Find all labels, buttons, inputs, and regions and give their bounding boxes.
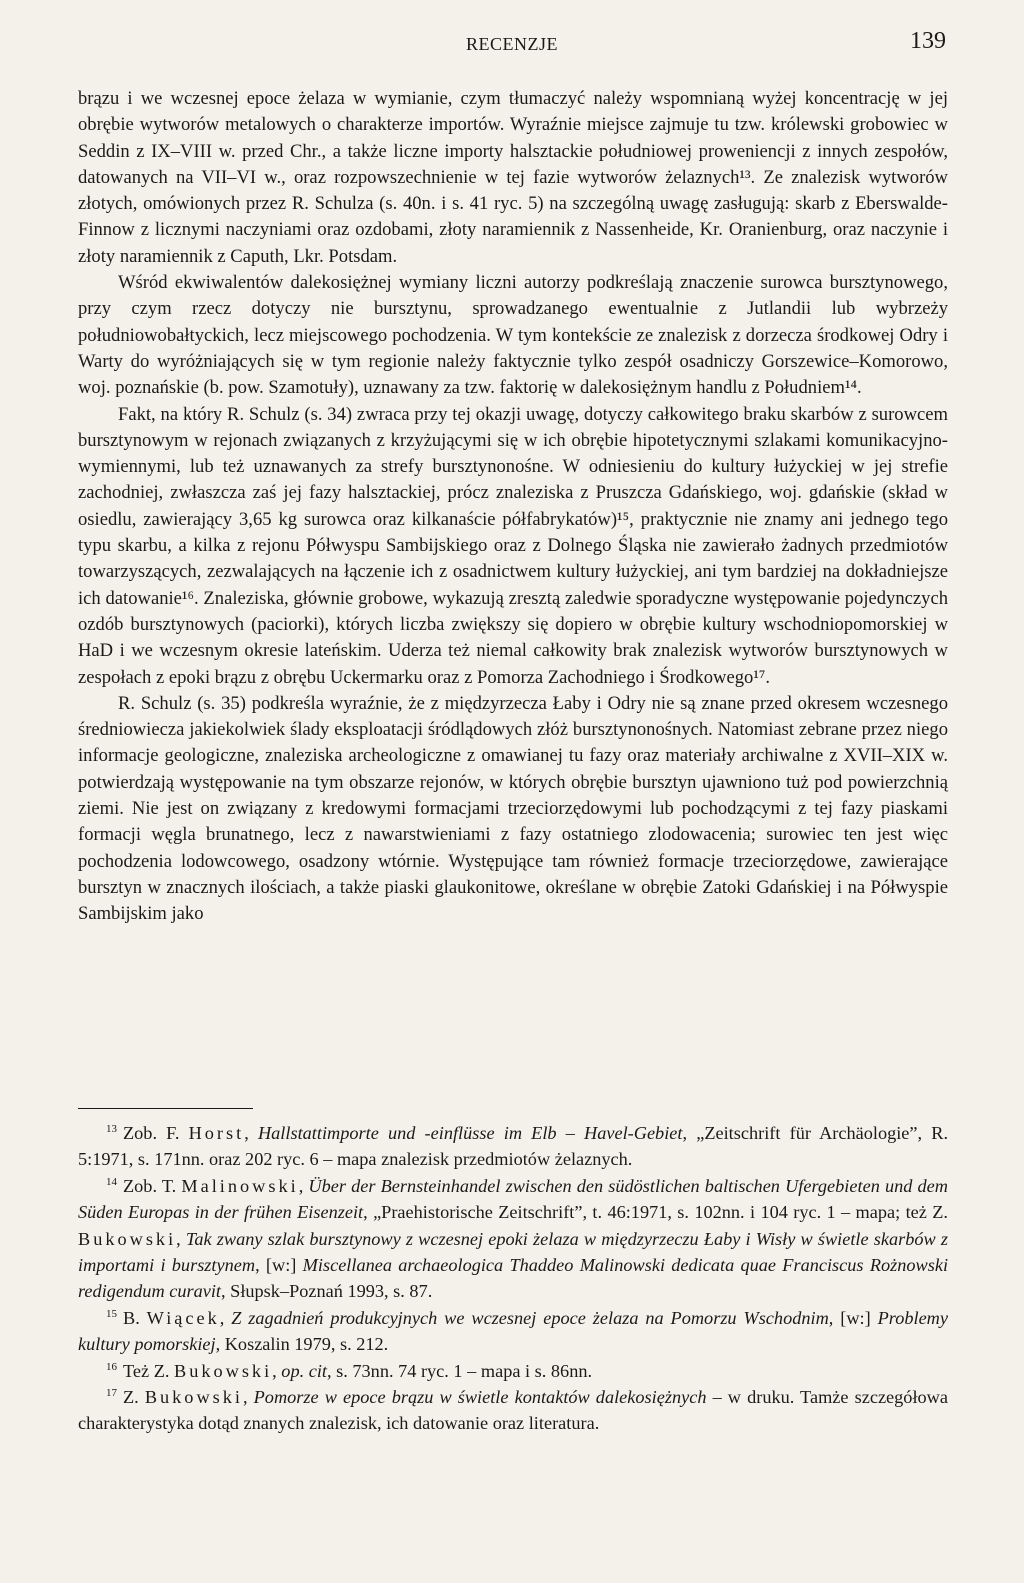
footnote-text: Zob. T. [123,1175,182,1196]
footnote-text: B. [123,1307,147,1328]
footnote-title: Pomorze w epoce brązu w świetle kontaktów dalekosiężnych [253,1387,707,1408]
footnote-16 [78,1358,948,1384]
footnote-number: 17 [106,1387,117,1400]
footnote-title: Hallstattimporte und -einflüsse im Elb – Havel-Gebiet [257,1123,683,1143]
footnote-text: , [w:] [828,1307,878,1328]
footnotes [78,1120,948,1437]
footnote-author: Wiącek [146,1307,220,1328]
footnote-number: 13 [106,1123,117,1135]
footnote-title: Tak zwany szlak bursztynowy z wczesnej epoki żelaza w międzyrzeczu Łaby i Wisły w świetle skarbów z importami i bursztynem [78,1228,948,1276]
footnote-author: Bukowski [78,1228,177,1249]
footnote-text: , [298,1175,309,1196]
paragraph-1: brązu i we wczesnej epoce żelaza w wymianie, czym tłumaczyć należy wspomnianą wyżej koncentrację w jej obrębie wytworów metalowych o charakterze importów. Wyraźnie miejsce zajmuje tu tzw. królewski grobowiec w Seddin z IX–VIII w. przed Chr., a także liczne importy halsztackie południowej proweniencji z innych zespołów, datowanych na VII–VI w., oraz rozpowszechnienie w tej fazie wytworów żelaznych¹³. Ze znalezisk wytworów złotych, omówionych przez R. Schulza (s. 40n. i s. 41 ryc. 5) na szczególną uwagę zasługują: skarb z Eberswalde-Finnow z licznymi naczyniami oraz ozdobami, złoty naramiennik z Nassenheide, Kr. Oranienburg, oraz naczynie i złoty naramiennik z Caputh, Lkr. Potsdam. [78,88,948,267]
footnote-title: Miscellanea archaeologica Thaddeo Malinowski dedicata quae Franciscus Rożnowski redigendum curavit [78,1255,949,1302]
footnote-17 [78,1384,948,1437]
footnote-text: , [w:] [255,1255,303,1276]
footnote-number: 15 [106,1307,117,1320]
footnote-author: Malinowski [181,1175,299,1196]
footnote-number: 14 [106,1175,117,1188]
footnote-text: , „Praehistorische Zeitschrift”, t. 46:1971, s. 102nn. i 104 ryc. 1 – mapa; też Z. [363,1202,948,1223]
paragraph-4: R. Schulz (s. 35) podkreśla wyraźnie, że z międzyrzecza Łaby i Odry nie są znane przed okresem wczesnego średniowiecza jakiekolwiek ślady eksploatacji śródlądowych złóż bursztynonośnych. Natomiast zebrane przez niego informacje geologiczne, znaleziska archeologiczne z omawianej tu fazy oraz materiały archiwalne z XVII–XIX w. potwierdzają występowanie na tym obszarze rejonów, w których obrębie bursztyn ujawniono tuż pod powierzchnią ziemi. Nie jest on związany z kredowymi formacjami trzeciorzędowymi lub pochodzącymi z tej fazy piaskami formacji węgla brunatnego, lecz z nawarstwieniami z fazy ostatniego zlodowacenia; surowiec ten jest więc pochodzenia lodowcowego, osadzony wtórnie. Występujące tam również formacje trzeciorzędowe, zawierające bursztyn w znacznych ilościach, a także piaski glaukonitowe, określane w obrębie Zatoki Gdańskiej i na Półwyspie Sambijskim jako [78,692,948,925]
footnote-text: , [244,1123,258,1143]
footnote-14 [78,1173,948,1305]
footnote-text: , Koszalin 1979, s. 212. [215,1334,389,1355]
footnote-title: op. cit [281,1360,327,1381]
footnote-13 [78,1120,948,1173]
paragraph-3: Fakt, na który R. Schulz (s. 34) zwraca przy tej okazji uwagę, dotyczy całkowitego braku skarbów z surowcem bursztynowym w rejonach związanych z krzyżującymi się w ich obrębie hipotetycznymi szlakami komunikacyjno-wymiennymi, lub też uznawanych za strefy bursztynonośne. W odniesieniu do kultury łużyckiej w jej strefie zachodniej, zwłaszcza zaś jej fazy halsztackiej, prócz znaleziska z Pruszcza Gdańskiego, woj. gdańskie (skład w osiedlu, zawierający 3,65 kg surowca oraz kilkanaście półfabrykatów)¹⁵, praktycznie nie znamy ani jednego tego typu skarbu, a kilka z rejonu Półwyspu Sambijskiego oraz z Dolnego Śląska nie zawierało żadnych przedmiotów towarzyszących, zezwalających na łączenie ich z osadnictwem kultury łużyckiej, ani tym bardziej na dokładniejsze ich datowanie¹⁶. Znaleziska, głównie grobowe, wykazują zresztą zaledwie sporadyczne występowanie pojedynczych ozdób bursztynowych (paciorki), których liczba zwiększy się dopiero w obrębie kultury wschodniopomorskiej w HaD i we wczesnym okresie lateńskim. Uderza też niemal całkowity brak znalezisk wytworów bursztynowych w zespołach z epoki brązu z obrębu Uckermarku oraz z Pomorza Zachodniego i Środkowego¹⁷. [78,403,948,688]
section-title: RECENZJE [466,34,558,54]
footnote-author: Bukowski [144,1387,243,1408]
footnote-text: , [242,1387,254,1408]
paragraph-2: Wśród ekwiwalentów dalekosiężnej wymiany liczni autorzy podkreślają znaczenie surowca bursztynowego, przy czym rzecz dotyczy nie bursztynu, sprowadzanego ewentualnie z Jutlandii lub wybrzeży południowobałtyckich, lecz miejscowego pochodzenia. W tym kontekście ze znalezisk z dorzecza środkowej Odry i Warty do wyróżniających się w tym regionie należy faktycznie tylko zespół osadniczy Gorszewice–Komorowo, woj. poznańskie (b. pow. Szamotuły), uznawany za tzw. faktorię w dalekosiężnym handlu z Południem¹⁴. [78,272,948,399]
footnote-text: Zob. F. [123,1123,189,1143]
footnote-author: Horst [188,1123,245,1143]
footnote-title: Z zagadnień produkcyjnych we wczesnej epoce żelaza na Pomorzu Wschodnim [231,1307,829,1328]
running-head [78,28,946,64]
footnote-divider [78,1108,253,1109]
footnote-text: – w druku. Tamże szczegółowa charakterystyka dotąd znanych znalezisk, ich datowanie oraz literatura. [78,1387,948,1434]
footnote-text: Z. [123,1387,145,1408]
body-text [78,86,948,928]
footnote-text: Też Z. [123,1360,174,1381]
footnote-15 [78,1305,948,1358]
footnote-text: , s. 73nn. 74 ryc. 1 – mapa i s. 86nn. [327,1360,593,1381]
footnote-number: 16 [106,1360,117,1373]
footnote-text: , [219,1307,232,1328]
footnote-author: Bukowski [174,1360,273,1381]
footnote-title: Über der Bernsteinhandel zwischen den südöstlichen baltischen Ufergebieten und dem Süden Europas in der frühen Eisenzeit [78,1175,948,1223]
footnote-text: , [272,1360,282,1381]
footnote-text: , Słupsk–Poznań 1993, s. 87. [221,1281,433,1302]
page-number: 139 [910,28,946,54]
footnote-title: Problemy kultury pomorskiej [78,1307,949,1355]
footnote-text: , „Zeitschrift für Archäologie”, R. 5:1971, s. 171nn. oraz 202 ryc. 6 – mapa znalezisk przedmiotów żelaznych. [78,1123,949,1170]
footnote-text: , [176,1228,186,1249]
